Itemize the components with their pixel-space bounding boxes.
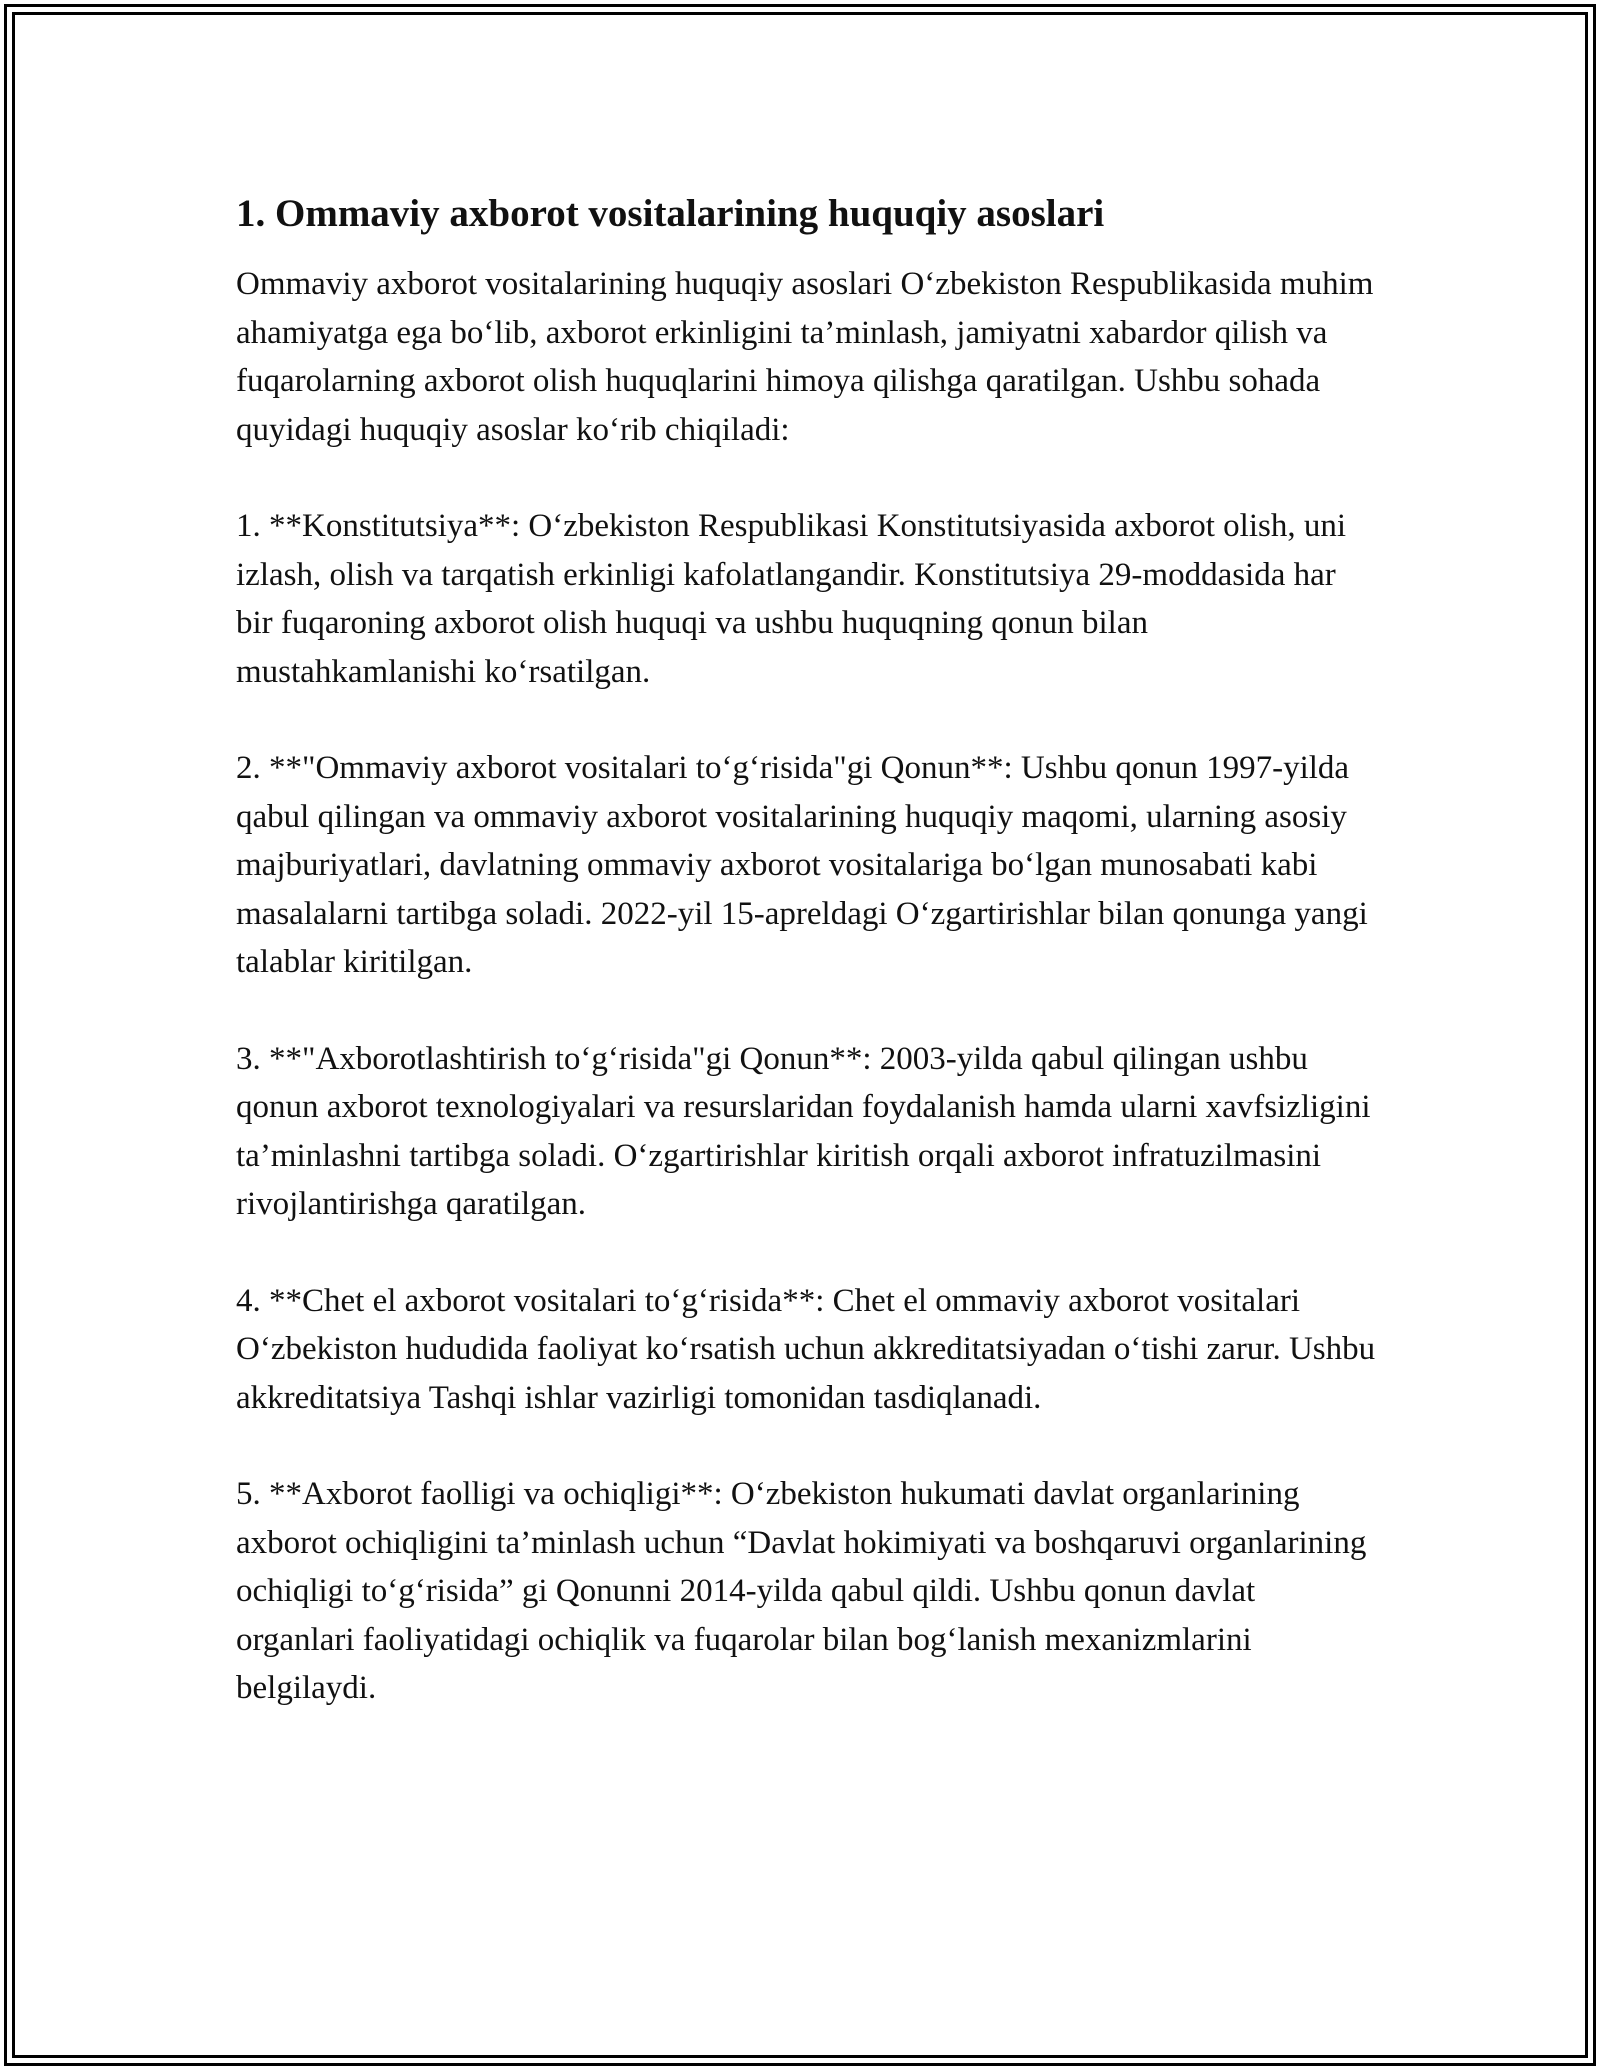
section-title: 1. Ommaviy axborot vositalarining huquqiy asoslari	[236, 192, 1105, 235]
intro-paragraph: Ommaviy axborot vositalarining huquqiy asoslari O‘zbekiston Respublikasida muhim ahamiyatga ega bo‘lib, axborot erkinligini ta’minlash, jamiyatni xabardor qilish va fuqarolarning axborot olish huquqlarini himoya qilishga qaratilgan. Ushbu sohada quyidagi huquqiy asoslar ko‘rib chiqiladi:	[236, 266, 1374, 448]
paragraph-openness: 5. **Axborot faolligi va ochiqligi**: O‘zbekiston hukumati davlat organlarining axborot ochiqligini ta’minlash uchun “Davlat hokimiyati va boshqaruvi organlarining ochiqligi to‘g‘risida” gi Qonunni 2014-yilda qabul qildi. Ushbu qonun davlat organlari faoliyatidagi ochiqlik va fuqarolar bilan bog‘lanish mexanizmlarini belgilaydi.	[236, 1476, 1367, 1706]
paragraph-constitution: 1. **Konstitutsiya**: O‘zbekiston Respublikasi Konstitutsiyasida axborot olish, uni izlash, olish va tarqatish erkinligi kafolatlangandir. Konstitutsiya 29-moddasida har bir fuqaroning axborot olish huquqi va ushbu huquqning qonun bilan mustahkamlanishi ko‘rsatilgan.	[236, 508, 1347, 690]
paragraph-informatization-law: 3. **"Axborotlashtirish to‘g‘risida"gi Qonun**: 2003-yilda qabul qilingan ushbu qonun axborot texnologiyalari va resurslaridan foydalanish hamda ularni xavfsizligini ta’minlashni tartibga soladi. O‘zgartirishlar kiritish orqali axborot infratuzilmasini rivojlantirishga qaratilgan.	[236, 1040, 1371, 1222]
paragraph-foreign-media: 4. **Chet el axborot vositalari to‘g‘risida**: Chet el ommaviy axborot vositalari O‘zbekiston hududida faoliyat ko‘rsatish uchun akkreditatsiyadan o‘tishi zarur. Ushbu akkreditatsiya Tashqi ishlar vazirligi tomonidan tasdiqlanadi.	[236, 1282, 1376, 1416]
document-body	[236, 188, 1376, 1761]
paragraph-mass-media-law: 2. **"Ommaviy axborot vositalari to‘g‘risida"gi Qonun**: Ushbu qonun 1997-yilda qabul qilingan va ommaviy axborot vositalarining huquqiy maqomi, ularning asosiy majburiyatlari, davlatning ommaviy axborot vositalariga bo‘lgan munosabati kabi masalalarni tartibga soladi. 2022-yil 15-apreldagi O‘zgartirishlar bilan qonunga yangi talablar kiritilgan.	[236, 750, 1368, 980]
